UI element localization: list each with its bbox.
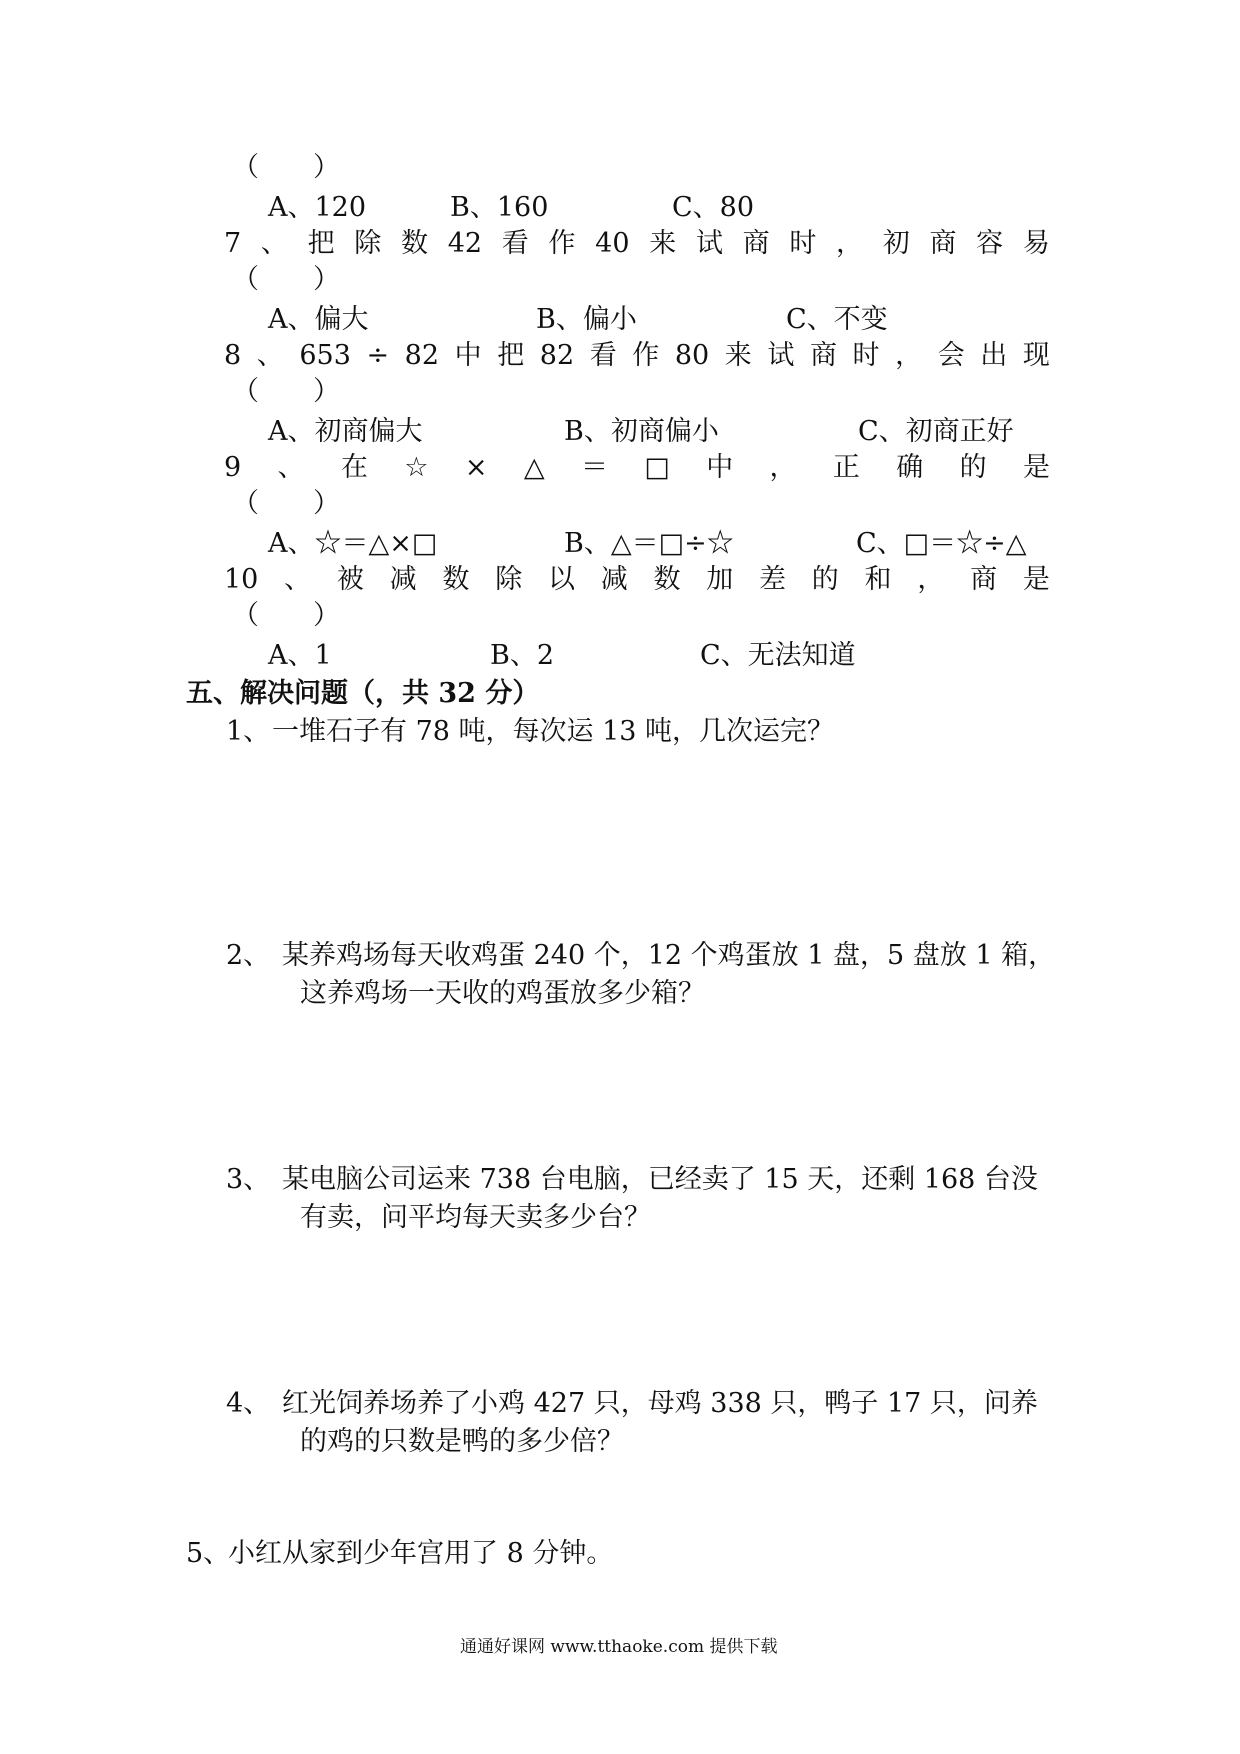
stem-token: 时	[852, 340, 880, 371]
stem-token: 现	[1022, 340, 1050, 371]
stem-token: 加	[706, 564, 734, 595]
q8-option-b: B、初商偏小	[564, 416, 719, 447]
stem-token: 7	[224, 228, 242, 259]
stem-token: 9	[224, 452, 242, 483]
section-5-heading: 五、解决问题（，共 32 分）	[186, 678, 540, 709]
stem-token: □	[644, 452, 670, 483]
stem-token: 商	[742, 228, 770, 259]
stem-token: 、	[256, 340, 284, 371]
q7-option-c: C、不变	[786, 304, 888, 335]
stem-token: 82	[404, 340, 440, 371]
q9-paren: （ ）	[232, 488, 340, 519]
stem-token: ，	[769, 452, 797, 483]
q9-option-b: B、△＝□÷☆	[564, 528, 734, 559]
stem-token: ，	[895, 340, 923, 371]
stem-token: 80	[674, 340, 710, 371]
stem-token: 的	[811, 564, 839, 595]
stem-token: 、	[284, 564, 312, 595]
stem-token: 数	[442, 564, 470, 595]
stem-token: ，	[917, 564, 945, 595]
stem-token: 数	[653, 564, 681, 595]
q10-option-c: C、无法知道	[700, 640, 856, 671]
stem-token: 易	[1022, 228, 1050, 259]
problem-1-number: 1、	[226, 716, 271, 747]
stem-token: 减	[600, 564, 628, 595]
stem-token: 被	[336, 564, 364, 595]
stem-token: 、	[277, 452, 305, 483]
q10-option-a: A、1	[268, 640, 332, 671]
stem-token: 确	[896, 452, 924, 483]
stem-token: 容	[976, 228, 1004, 259]
stem-token: 42	[447, 228, 483, 259]
q10-option-b: B、2	[490, 640, 555, 671]
stem-token: 是	[1022, 564, 1050, 595]
stem-token: 和	[864, 564, 892, 595]
stem-token: 把	[497, 340, 525, 371]
problem-2-text-line-2: 这养鸡场一天收的鸡蛋放多少箱？	[300, 978, 705, 1009]
q6-option-c: C、80	[672, 192, 755, 223]
stem-token: 看	[589, 340, 617, 371]
problem-3-number: 3、	[226, 1164, 271, 1195]
problem-4-text-line-2: 的鸡的只数是鸭的多少倍？	[300, 1426, 624, 1457]
q8-stem	[224, 338, 1050, 374]
stem-token: 商	[929, 228, 957, 259]
problem-4-text-line-1: 红光饲养场养了小鸡 427 只，母鸡 338 只，鸭子 17 只，问养	[282, 1388, 1038, 1419]
stem-token: 减	[389, 564, 417, 595]
stem-token: ＝	[580, 452, 608, 483]
stem-token: 看	[501, 228, 529, 259]
stem-token: 来	[724, 340, 752, 371]
stem-token: ÷	[366, 340, 390, 371]
stem-token: 除	[354, 228, 382, 259]
stem-token: 把	[307, 228, 335, 259]
stem-token: 试	[695, 228, 723, 259]
q10-paren: （ ）	[232, 600, 340, 631]
stem-token: 是	[1022, 452, 1050, 483]
stem-token: 的	[959, 452, 987, 483]
stem-token: 商	[809, 340, 837, 371]
problem-3-text-line-1: 某电脑公司运来 738 台电脑，已经卖了 15 天，还剩 168 台没	[282, 1164, 1038, 1195]
q6-option-b: B、160	[450, 192, 549, 223]
problem-1-text: 一堆石子有 78 吨，每次运 13 吨，几次运完？	[272, 716, 835, 747]
stem-token: 作	[632, 340, 660, 371]
q10-stem	[224, 562, 1050, 598]
q8-option-a: A、初商偏大	[268, 416, 423, 447]
stem-token: 出	[980, 340, 1008, 371]
q9-option-a: A、☆＝△×□	[268, 528, 438, 559]
q9-stem	[224, 450, 1050, 486]
problem-2-text-line-1: 某养鸡场每天收鸡蛋 240 个，12 个鸡蛋放 1 盘，5 盘放 1 箱，	[282, 940, 1056, 971]
stem-token: 来	[649, 228, 677, 259]
stem-token: ，	[836, 228, 864, 259]
q7-paren: （ ）	[232, 264, 340, 295]
q6-option-a: A、120	[268, 192, 367, 223]
stem-token: 、	[260, 228, 288, 259]
stem-token: 初	[882, 228, 910, 259]
problem-3-text-line-2: 有卖，问平均每天卖多少台？	[300, 1202, 651, 1233]
stem-token: 时	[789, 228, 817, 259]
stem-token: 差	[759, 564, 787, 595]
q7-stem	[224, 226, 1050, 262]
q7-option-a: A、偏大	[268, 304, 369, 335]
stem-token: 653	[299, 340, 351, 371]
problem-2-number: 2、	[226, 940, 271, 971]
stem-token: 中	[706, 452, 734, 483]
problem-5-number: 5、	[186, 1538, 231, 1569]
problem-5-text: 小红从家到少年宫用了 8 分钟。	[228, 1538, 614, 1569]
stem-token: 会	[937, 340, 965, 371]
stem-token: 数	[401, 228, 428, 259]
stem-token: 商	[970, 564, 998, 595]
stem-token: 在	[340, 452, 368, 483]
stem-token: 除	[495, 564, 523, 595]
stem-token: 正	[832, 452, 860, 483]
stem-token: 8	[224, 340, 242, 371]
stem-token: △	[523, 452, 545, 483]
stem-token: 10	[224, 564, 259, 595]
problem-4-number: 4、	[226, 1388, 271, 1419]
q7-option-b: B、偏小	[536, 304, 637, 335]
q8-option-c: C、初商正好	[858, 416, 1014, 447]
q6-paren: （ ）	[232, 152, 340, 183]
page-footer: 通通好课网 www.tthaoke.com 提供下载	[460, 1637, 778, 1657]
stem-token: 试	[767, 340, 795, 371]
stem-token: ☆	[404, 452, 429, 483]
stem-token: 82	[539, 340, 575, 371]
stem-token: 40	[595, 228, 630, 259]
q8-paren: （ ）	[232, 376, 340, 407]
stem-token: 作	[548, 228, 576, 259]
stem-token: 以	[547, 564, 575, 595]
q9-option-c: C、□＝☆÷△	[856, 528, 1027, 559]
stem-token: ×	[464, 452, 488, 483]
stem-token: 中	[454, 340, 482, 371]
